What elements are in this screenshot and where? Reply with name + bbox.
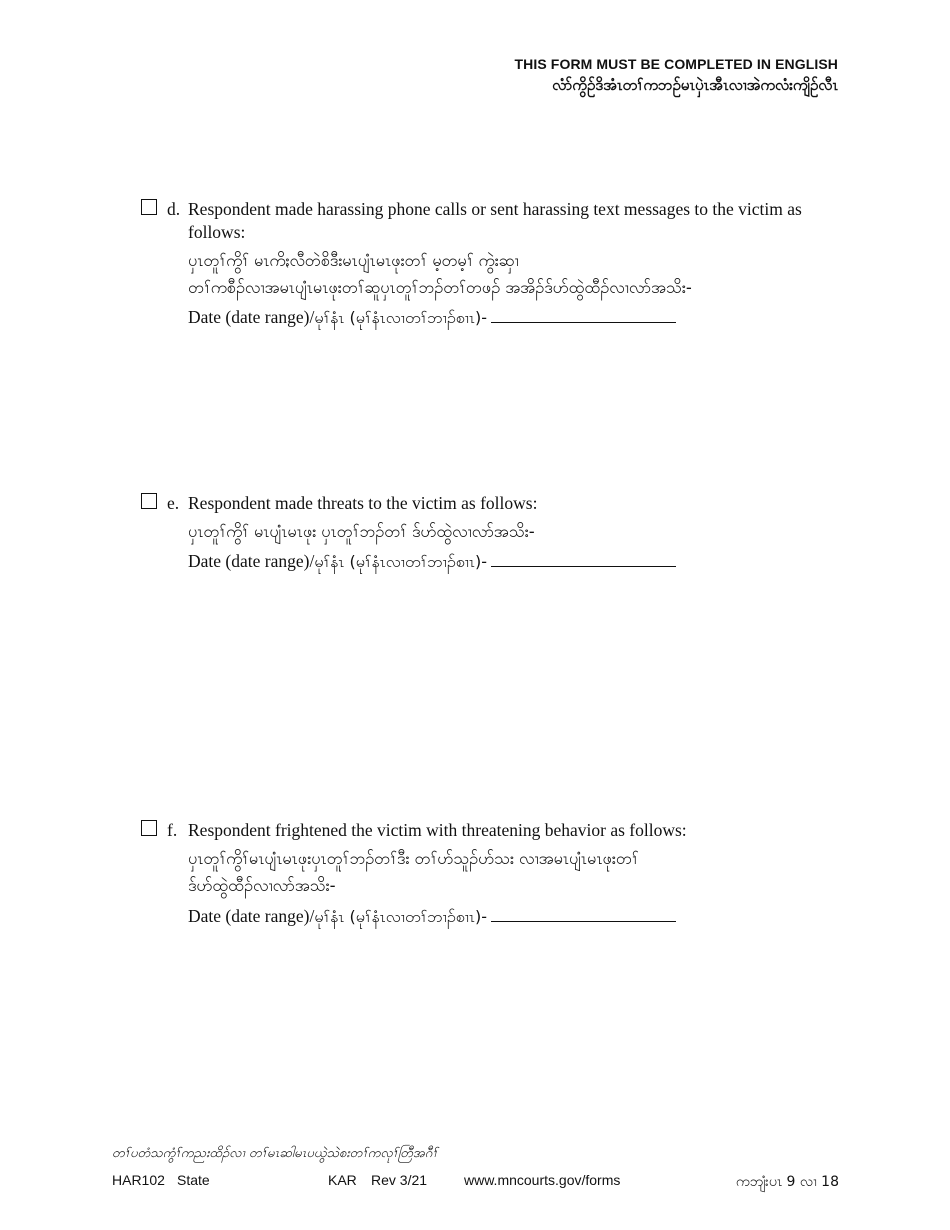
english-text-line: Respondent made threats to the victim as follows:	[188, 493, 538, 513]
date-field-row	[188, 905, 853, 928]
item-e-checkbox[interactable]	[141, 493, 157, 509]
karen-text-line: ဒ်ဟ်ထွဲထီၣ်လၢလာ်အသိး-	[188, 876, 336, 896]
item-e-date-input[interactable]	[491, 552, 676, 567]
item-f-date-input[interactable]	[491, 907, 676, 922]
date-field-row	[188, 306, 853, 329]
karen-text-line: တၢ်ကစီၣ်လၢအမၤပျံၤမၤဖုးတၢ်ဆူပှၤတူၢ်ဘၣ်တၢ်တဖၣ် အအိၣ်ဒ်ဟ်ထွဲထီၣ်လၢလာ်အသိး-	[188, 277, 692, 297]
item-d-date-input[interactable]	[491, 308, 676, 323]
form-code: HAR102	[112, 1172, 165, 1188]
item-d-phone-harassment	[141, 198, 853, 329]
item-e-threats	[141, 492, 853, 573]
page-number: ကဘျံးပၤ 9 လၢ 18	[735, 1174, 839, 1190]
karen-text-line: ပှၤတူၢ်ကွိၢ် မၤကိႏလီတဲစိဒီးမၤပျံၤမၤဖုးတၢ် မ့တမ့ၢ် ကွဲးဆှၢ	[188, 250, 519, 270]
date-field-row	[188, 550, 853, 573]
date-label: Date (date range)/	[188, 905, 315, 926]
item-letter: f.	[167, 820, 178, 840]
item-d-checkbox[interactable]	[141, 199, 157, 215]
english-text-line: Respondent made harassing phone calls or sent harassing text messages to the victim as	[188, 199, 802, 219]
karen-text-line: ပှၤတူၢ်ကွိၢ် မၤပျံၤမၤဖုး ပှၤတူၢ်ဘၣ်တၢ် ဒ်ဟ်ထွဲလၢလာ်အသိး-	[188, 521, 535, 541]
english-text-line: Respondent frightened the victim with threatening behavior as follows:	[188, 820, 687, 840]
jurisdiction: State	[177, 1172, 210, 1188]
date-label: Date (date range)/	[188, 307, 315, 328]
revision: Rev 3/21	[371, 1172, 428, 1188]
english-completion-notice: THIS FORM MUST BE COMPLETED IN ENGLISH	[514, 56, 838, 72]
karen-text-line: ပှၤတူၢ်ကွိၢ်မၤပျံၤမၤဖုးပှၤတူၢ်ဘၣ်တၢ်ဒီး တၢ်ဟ်သူၣ်ဟ်သး လၢအမၤပျံၤမၤဖုးတၢ်	[188, 848, 639, 868]
item-f-threatening-behavior	[141, 819, 853, 927]
date-label-karen: မုၢ်နံၤ (မုၢ်နံၤလၢတၢ်ဘၢၣ်စၢၤ)-	[314, 906, 488, 926]
item-f-checkbox[interactable]	[141, 820, 157, 836]
footer-italic-note: တၢ်ပတံသကွံၢ်ကညးထိၣ်လၢ တၢ်မၤဆါမၤပယွဲသဲစးတၢ်ကလုၢ်တြီအဂီၢ်	[112, 1146, 438, 1161]
date-label-karen: မုၢ်နံၤ (မုၢ်နံၤလၢတၢ်ဘၢၣ်စၢၤ)-	[314, 308, 488, 328]
forms-url: www.mncourts.gov/forms	[464, 1172, 621, 1188]
karen-completion-notice: လံာ်ကွိဉ်ဒိအံၤတၢ်ကဘဉ်မၤပှဲၤအီၤလၢအဲကလံးကျိဉ်လီၤ	[552, 76, 838, 94]
language-code: KAR	[328, 1172, 357, 1188]
date-label: Date (date range)/	[188, 551, 315, 572]
date-label-karen: မုၢ်နံၤ (မုၢ်နံၤလၢတၢ်ဘၢၣ်စၢၤ)-	[314, 552, 488, 572]
english-text-line: follows:	[188, 221, 246, 242]
item-letter: e.	[167, 493, 180, 513]
form-header	[515, 56, 838, 98]
item-letter: d.	[167, 199, 181, 219]
